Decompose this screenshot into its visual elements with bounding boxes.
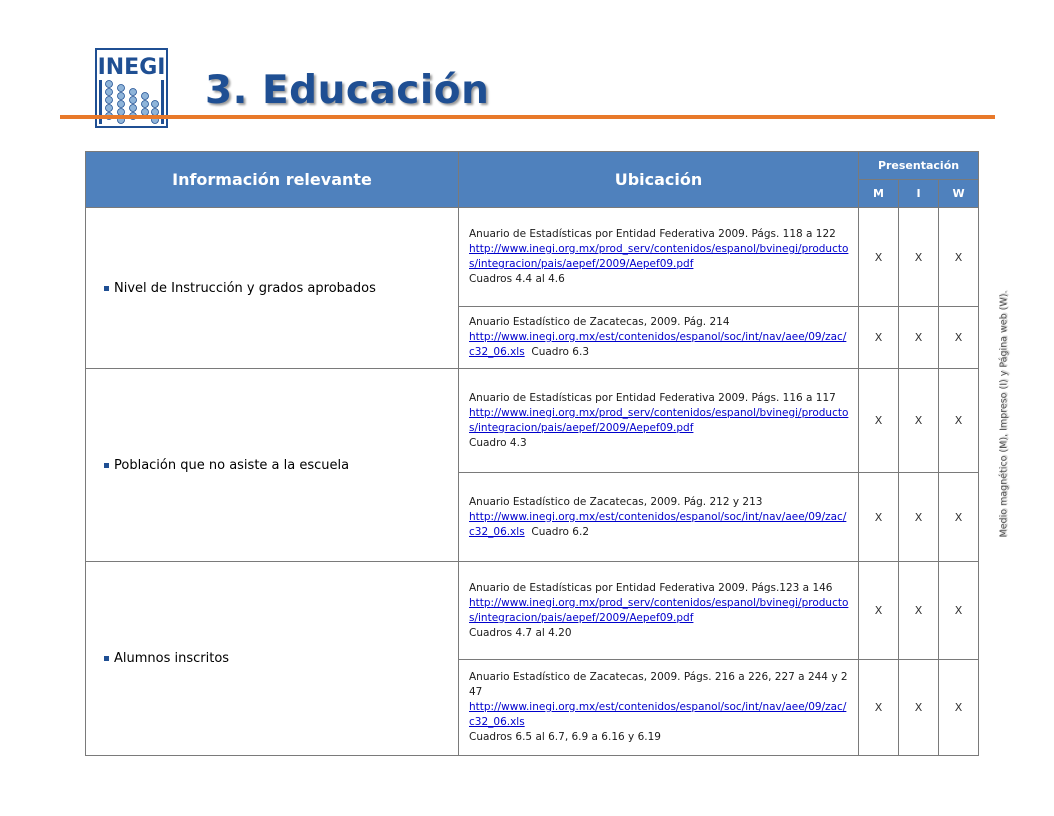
source-text: Anuario de Estadísticas por Entidad Federativa 2009. Págs.123 a 146 [469, 581, 833, 594]
topic-cell [86, 369, 459, 562]
location-cell [459, 208, 859, 307]
note-text: Cuadros 4.7 al 4.20 [469, 626, 572, 639]
location-cell [459, 562, 859, 660]
header-location: Ubicación [459, 152, 859, 208]
mark-i: X [899, 307, 939, 369]
note-text: Cuadro 6.3 [531, 346, 590, 358]
source-link[interactable]: http://www.inegi.org.mx/prod_serv/contenidos/espanol/bvinegi/productos/integracion/pais/aepef/2009/Aepef09.pdf [469, 596, 849, 624]
topic-label: Alumnos inscritos [114, 651, 230, 666]
mark-w: X [939, 562, 979, 660]
source-text: Anuario Estadístico de Zacatecas, 2009. Pág. 212 y 213 [469, 495, 763, 508]
mark-w: X [939, 473, 979, 562]
location-cell [459, 369, 859, 473]
mark-w: X [939, 660, 979, 756]
mark-i: X [899, 473, 939, 562]
source-link[interactable]: http://www.inegi.org.mx/prod_serv/contenidos/espanol/bvinegi/productos/integracion/pais/aepef/2009/Aepef09.pdf [469, 406, 849, 434]
topic-label: Población que no asiste a la escuela [114, 457, 350, 473]
table-row [86, 369, 979, 473]
mark-m: X [859, 660, 899, 756]
bullet-icon [104, 656, 109, 661]
topic-cell [86, 208, 459, 369]
topic-cell [86, 562, 459, 756]
mark-w: X [939, 307, 979, 369]
note-text: Cuadros 4.4 al 4.6 [469, 273, 565, 285]
source-text: Anuario de Estadísticas por Entidad Federativa 2009. Págs. 118 a 122 [469, 228, 836, 240]
header-info: Información relevante [86, 152, 459, 208]
location-cell [459, 660, 859, 756]
topic-label: Nivel de Instrucción y grados aprobados [114, 280, 376, 296]
bullet-icon [104, 286, 109, 291]
source-link[interactable]: http://www.inegi.org.mx/prod_serv/contenidos/espanol/bvinegi/productos/integracion/pais/aepef/2009/Aepef09.pdf [469, 243, 849, 270]
note-text: Cuadro 6.2 [531, 525, 590, 538]
education-table [85, 151, 979, 756]
side-note-text: Medio magnético (M), Impreso (I) y Página web (W). [998, 290, 1010, 538]
source-text: Anuario Estadístico de Zacatecas, 2009. Págs. 216 a 226, 227 a 244 y 247 [469, 671, 848, 698]
mark-m: X [859, 562, 899, 660]
note-text: Cuadros 6.5 al 6.7, 6.9 a 6.16 y 6.19 [469, 731, 661, 743]
header-w: W [939, 180, 979, 208]
page-title: 3. Educación [205, 68, 490, 113]
source-text: Anuario de Estadísticas por Entidad Federativa 2009. Págs. 116 a 117 [469, 391, 836, 404]
header-presentation: Presentación [859, 152, 979, 180]
source-link[interactable]: http://www.inegi.org.mx/est/contenidos/espanol/soc/int/nav/aee/09/zac/c32_06.xls [469, 701, 847, 728]
mark-i: X [899, 562, 939, 660]
header-i: I [899, 180, 939, 208]
note-text: Cuadro 4.3 [469, 436, 527, 449]
mark-w: X [939, 208, 979, 307]
mark-w: X [939, 369, 979, 473]
mark-m: X [859, 307, 899, 369]
logo-text: INEGI [97, 55, 166, 80]
source-link[interactable]: http://www.inegi.org.mx/est/contenidos/espanol/soc/int/nav/aee/09/zac/c32_06.xls [469, 510, 847, 538]
source-text: Anuario Estadístico de Zacatecas, 2009. Pág. 214 [469, 316, 730, 328]
mark-i: X [899, 660, 939, 756]
title-divider [60, 115, 995, 119]
location-cell [459, 473, 859, 562]
mark-i: X [899, 369, 939, 473]
mark-m: X [859, 208, 899, 307]
mark-i: X [899, 208, 939, 307]
bullet-icon [104, 463, 109, 468]
mark-m: X [859, 369, 899, 473]
table-row [86, 562, 979, 660]
mark-m: X [859, 473, 899, 562]
header-m: M [859, 180, 899, 208]
location-cell [459, 307, 859, 369]
source-link[interactable]: http://www.inegi.org.mx/est/contenidos/espanol/soc/int/nav/aee/09/zac/c32_06.xls [469, 331, 847, 358]
table-row [86, 208, 979, 307]
side-note [994, 255, 1014, 573]
